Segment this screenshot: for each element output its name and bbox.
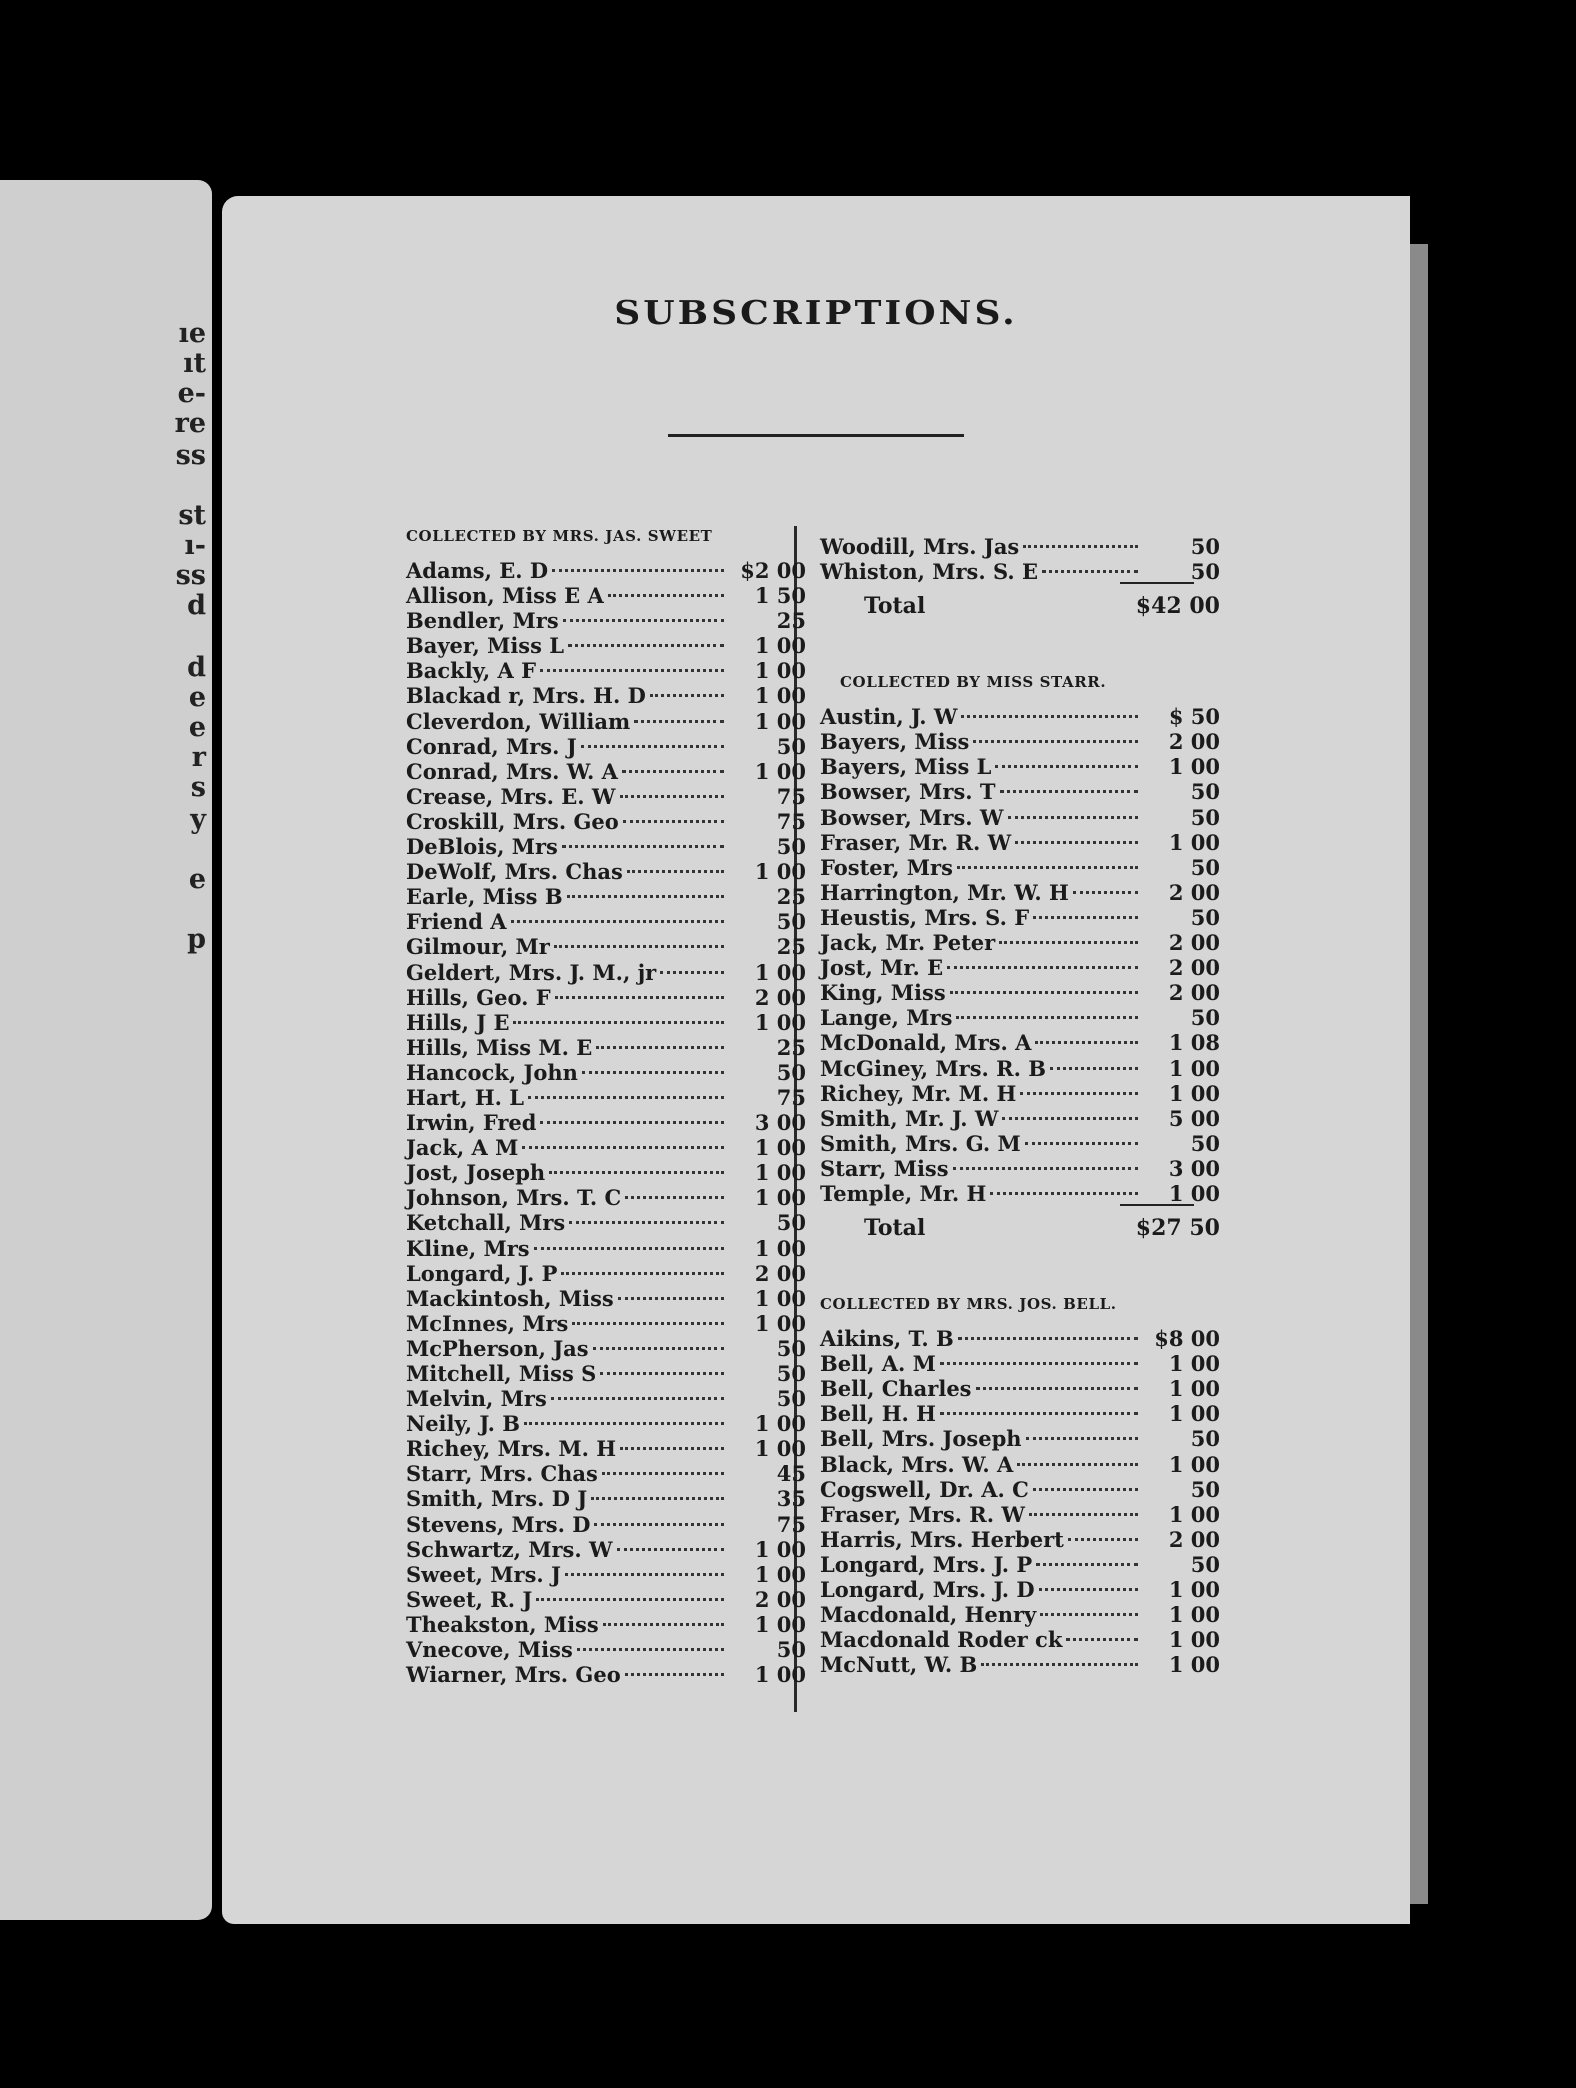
subscription-amount: 1 00 [1168,1501,1220,1527]
total-row-starr [820,1206,1220,1250]
subscription-amount: 50 [1190,534,1220,559]
margin-text-fragment: ıe [178,318,206,349]
subscription-amount: 50 [1190,779,1220,805]
subscriber-name: Smith, Mrs. G. M [820,1130,1021,1156]
subscription-amount: 1 00 [1168,1401,1220,1427]
subscription-amount: 1 00 [754,1285,806,1311]
dot-leader [1020,1067,1138,1095]
subscription-amount: 1 00 [1168,1080,1220,1106]
subscriber-name: Longard, J. P [406,1260,558,1286]
subscriber-name: Mackintosh, Miss [406,1285,614,1311]
subscription-amount: 75 [776,808,806,834]
subscription-amount: 50 [1190,559,1220,585]
dot-leader [593,1322,724,1350]
subscription-amount: 1 00 [754,1411,806,1437]
subscription-amount: 50 [1190,1476,1220,1502]
margin-text-fragment: d [187,590,206,621]
subscriber-name: Bell, H. H [820,1401,936,1427]
subscriber-name: Macdonald, Henry [820,1602,1037,1628]
dot-leader [552,544,724,572]
dot-leader [608,569,724,597]
subscriber-name: Melvin, Mrs [406,1386,547,1412]
subscriber-name: Conrad, Mrs. J [406,733,577,759]
total-row-sweet [820,584,1220,628]
subscription-amount: 1 00 [1168,1351,1220,1377]
subscriber-name: Hills, J E [406,1009,510,1035]
subscriber-name: Allison, Miss E A [406,583,604,609]
dot-leader [950,966,1138,994]
margin-text-fragment: ıt [183,348,206,379]
subscriber-name: Bowser, Mrs. W [820,804,1004,830]
dot-leader [596,1021,724,1049]
margin-text-fragment: ss [175,560,206,591]
subscriber-name: Macdonald Roder ck [820,1627,1063,1653]
subscriber-name: Jost, Joseph [406,1160,546,1186]
subscriber-name: Cogswell, Dr. A. C [820,1476,1029,1502]
subscription-amount: 50 [776,909,806,935]
dot-leader [995,740,1138,768]
subscriber-name: Conrad, Mrs. W. A [406,758,618,784]
dot-leader [940,1387,1138,1415]
subscriber-name: DeWolf, Mrs. Chas [406,859,623,885]
subscriber-name: Friend A [406,909,507,935]
subscription-amount: $8 00 [1154,1326,1220,1352]
subscriber-name: Kline, Mrs [406,1235,530,1261]
subscription-amount: 75 [776,1084,806,1110]
dot-leader [554,920,724,948]
subscription-amount: 50 [776,733,806,759]
dot-leader [976,1362,1138,1390]
dot-leader [1068,1513,1138,1541]
subscriber-name: Jack, Mr. Peter [820,930,996,956]
subscriber-name: Croskill, Mrs. Geo [406,808,619,834]
subscriber-name: Ketchall, Mrs [406,1210,566,1236]
subscription-amount: 1 00 [754,758,806,784]
subscription-amount: 50 [1190,904,1220,930]
dot-leader [956,991,1138,1019]
dot-leader [627,845,724,873]
total-amount: $27 50 [1135,1215,1220,1242]
subscription-amount: 2 00 [1168,1526,1220,1552]
subscription-amount: 2 00 [1168,955,1220,981]
margin-text-fragment: e [188,864,206,895]
margin-text-fragment: ss [175,440,206,471]
subscriber-name: Mitchell, Miss S [406,1361,597,1386]
dot-leader [953,1142,1138,1170]
subscriber-row [820,526,1220,559]
subscriber-name: Smith, Mrs. D J [406,1486,588,1512]
dot-leader [572,1297,724,1325]
dot-leader [513,996,724,1024]
subscription-amount: 2 00 [754,1586,806,1612]
subscriber-name: Hancock, John [406,1059,578,1085]
subscription-amount: 25 [776,934,806,960]
subscription-amount: 1 00 [1168,1627,1220,1653]
subscription-amount: 1 00 [754,1611,806,1637]
subscription-amount: 3 00 [754,1110,806,1136]
left-page-edge [0,180,212,1920]
dot-leader [524,1397,724,1425]
subscription-amount: $ 50 [1168,704,1220,730]
subscriber-name: Whiston, Mrs. S. E [820,559,1039,585]
subscriber-name: Crease, Mrs. E. W [406,783,616,809]
subscription-amount: 50 [776,1361,806,1386]
subscription-amount: 1 00 [754,1310,806,1336]
dot-leader [1035,1016,1138,1044]
subscriber-name: Bell, Mrs. Joseph [820,1426,1022,1452]
dot-leader [1017,1438,1138,1466]
dot-leader [603,1598,724,1626]
dot-leader [582,1046,724,1074]
dot-leader [961,690,1138,718]
subscription-amount: 1 00 [754,959,806,985]
dot-leader [540,644,724,672]
dot-leader [602,1447,724,1475]
subscriber-name: Stevens, Mrs. D [406,1511,591,1537]
dot-leader [618,1272,724,1300]
dot-leader [536,1573,724,1601]
subscriber-list-bell [820,1318,1220,1678]
margin-text-fragment: ı- [184,530,206,561]
subscription-amount: 3 00 [1168,1155,1220,1181]
subscription-amount: 50 [1190,1551,1220,1577]
subscriber-name: Bowser, Mrs. T [820,779,996,805]
subscription-amount: 2 00 [754,984,806,1010]
right-column [820,526,1220,1678]
subscription-amount: 1 00 [1168,1451,1220,1477]
margin-text-fragment: re [174,408,206,439]
subscription-amount: 1 00 [754,1135,806,1161]
subscriber-name: DeBlois, Mrs [406,834,558,860]
subscriber-name: McDonald, Mrs. A [820,1030,1032,1056]
section-heading-bell: COLLECTED BY MRS. JOS. BELL. [820,1295,1117,1314]
subscriber-name: McPherson, Jas [406,1335,589,1361]
subscriber-name: Austin, J. W [820,704,958,730]
subscriber-list-sweet [406,550,806,1688]
dot-leader [947,941,1138,969]
subscription-amount: 1 00 [1168,1376,1220,1402]
subscriber-name: Longard, Mrs. J. P [820,1551,1033,1577]
subscriptions-page [222,196,1410,1924]
dot-leader [561,1247,724,1275]
dot-leader [1002,1092,1138,1120]
dot-leader [565,1548,724,1576]
dot-leader [600,1347,724,1375]
dot-leader [958,1312,1138,1340]
subscriber-name: Johnson, Mrs. T. C [406,1185,622,1211]
subscriber-name: Earle, Miss B [406,884,563,910]
margin-text-fragment: r [191,742,206,773]
subscriber-list-starr [820,696,1220,1206]
subscription-amount: 75 [776,783,806,809]
subscription-amount: 5 00 [1168,1105,1220,1131]
dot-leader [620,770,724,798]
subscriber-name: Wiarner, Mrs. Geo [406,1662,621,1688]
dot-leader [973,715,1138,743]
dot-leader [1029,1488,1138,1516]
subscriber-name: Hart, H. L [406,1084,525,1110]
margin-text-fragment: e [188,712,206,743]
subscription-amount: 1 00 [1168,829,1220,855]
dot-leader [981,1638,1138,1666]
title-rule [668,434,964,437]
subscription-amount: 50 [1190,1005,1220,1031]
dot-leader [617,1523,724,1551]
dot-leader [577,1623,724,1651]
dot-leader [957,841,1138,869]
subscriber-name: Bayer, Miss L [406,633,565,659]
dot-leader [555,971,724,999]
dot-leader [1025,1117,1138,1145]
subscription-amount: 1 00 [754,658,806,684]
dot-leader [551,1372,724,1400]
dot-leader [650,669,724,697]
dot-leader [549,1146,724,1174]
subscriber-row [406,550,806,583]
dot-leader [1039,1563,1138,1591]
dot-leader [1050,1042,1138,1070]
subscriber-name: Richey, Mrs. M. H [406,1436,617,1462]
dot-leader [1033,1463,1138,1491]
dot-leader [528,1071,724,1099]
subscription-amount: 25 [776,1034,806,1060]
dot-leader [1000,765,1138,793]
subscriber-name: Bayers, Miss [820,729,970,755]
subscriber-name: Schwartz, Mrs. W [406,1536,613,1562]
subscription-amount: 50 [1190,1426,1220,1452]
dot-leader [1015,816,1138,844]
subscription-amount: 2 00 [1168,930,1220,956]
subscriber-name: Gilmour, Mr [406,934,550,960]
subscription-amount: 50 [1190,854,1220,880]
subscriber-name: Bayers, Miss L [820,754,992,780]
margin-text-fragment: e- [177,378,206,409]
subscription-amount: $2 00 [740,558,806,583]
margin-text-fragment: st [178,500,206,531]
subscriber-name: Hills, Geo. F [406,984,551,1010]
subscriber-name: King, Miss [820,980,946,1006]
subscription-amount: 1 00 [1168,1055,1220,1081]
subscriber-name: Theakston, Miss [406,1611,599,1637]
subscription-amount: 1 50 [754,583,806,609]
subscription-amount: 1 00 [1168,754,1220,780]
dot-leader [1073,866,1138,894]
subscription-amount: 50 [1190,1130,1220,1156]
margin-text-fragment: d [187,652,206,683]
subscriber-name: Harris, Mrs. Herbert [820,1526,1064,1552]
subscription-amount: 2 00 [754,1260,806,1286]
subscription-amount: 1 00 [754,633,806,659]
subscription-amount: 35 [776,1486,806,1512]
subscriber-name: Sweet, Mrs. J [406,1561,561,1587]
subscriber-name: Longard, Mrs. J. D [820,1577,1035,1602]
subscription-amount: 2 00 [1168,879,1220,905]
subscription-amount: 1 00 [1168,1652,1220,1678]
subscription-amount: 50 [776,1386,806,1412]
subscriber-name: McInnes, Mrs [406,1310,569,1336]
subscriber-name: Fraser, Mrs. R. W [820,1501,1025,1527]
section-heading-starr: COLLECTED BY MISS STARR. [840,673,1107,692]
subscriber-name: Starr, Miss [820,1155,949,1181]
dot-leader [511,895,725,923]
subscriber-name: McNutt, W. B [820,1652,978,1678]
dot-leader [1036,1538,1138,1566]
subscriber-name: Temple, Mr. H [820,1180,987,1206]
page-title: SUBSCRIPTIONS. [614,294,1018,332]
subscriber-name: Starr, Mrs. Chas [406,1461,598,1487]
subscription-amount: 1 00 [754,708,806,734]
margin-text-fragment: s [190,772,206,803]
subscription-amount: 1 00 [754,1536,806,1562]
dot-leader [569,1196,724,1224]
subscription-amount: 50 [776,834,806,860]
subscription-amount: 50 [776,1335,806,1361]
dot-leader [1008,791,1138,819]
subscription-amount: 2 00 [1168,729,1220,755]
subscriber-name: Lange, Mrs [820,1005,953,1031]
dot-leader [940,1337,1138,1365]
subscriber-name: Blackad r, Mrs. H. D [406,683,646,709]
subscription-amount: 45 [776,1461,806,1487]
margin-text-fragment: p [187,924,206,955]
subscriber-name: Bendler, Mrs [406,608,559,634]
total-label: Total [864,593,926,620]
subscription-amount: 25 [776,608,806,634]
subscriber-name: Woodill, Mrs. Jas [820,534,1020,559]
dot-leader [1042,545,1138,573]
subscriber-name: Cleverdon, William [406,708,631,734]
subscriber-name: Irwin, Fred [406,1110,537,1136]
subscriber-list-sweet-continued [820,526,1220,585]
dot-leader [522,1121,724,1149]
dot-leader [591,1472,724,1500]
subscription-amount: 50 [776,1059,806,1085]
dot-leader [567,870,724,898]
subscription-amount: 50 [776,1210,806,1236]
total-label: Total [864,1215,926,1242]
subscription-amount: 1 00 [754,1235,806,1261]
subscriber-name: Jost, Mr. E [820,955,944,981]
subscriber-name: Geldert, Mrs. J. M., jr [406,959,657,985]
dot-leader [990,1167,1138,1195]
dot-leader [625,1648,724,1676]
dot-leader [634,695,724,723]
subscription-amount: 1 00 [754,1185,806,1211]
dot-leader [660,946,724,974]
subscription-amount: 1 00 [754,1160,806,1186]
section-heading-sweet: COLLECTED BY MRS. JAS. SWEET [406,527,713,545]
subscription-amount: 1 00 [754,1009,806,1035]
subscriber-name: Bell, A. M [820,1351,936,1377]
dot-leader [1026,1412,1138,1440]
subscriber-name: Sweet, R. J [406,1586,533,1612]
dot-leader [563,594,724,622]
subscription-amount: 1 00 [1168,1577,1220,1602]
dot-leader [594,1498,724,1526]
dot-leader [1023,520,1138,548]
dot-leader [625,1171,724,1199]
dot-leader [534,1222,724,1250]
dot-leader [1033,891,1138,919]
subscriber-name: Hills, Miss M. E [406,1034,593,1060]
margin-text-fragment: y [190,804,206,835]
dot-leader [568,619,724,647]
subscriber-name: Richey, Mr. M. H [820,1080,1017,1106]
subscriber-name: Backly, A F [406,658,536,684]
subscriber-name: Bell, Charles [820,1376,972,1402]
subscription-amount: 25 [776,884,806,910]
subscriber-name: Smith, Mr. J. W [820,1105,999,1131]
dot-leader [620,1422,724,1450]
subscription-amount: 1 08 [1168,1030,1220,1056]
subscriber-name: McGiney, Mrs. R. B [820,1055,1046,1081]
subscriber-name: Adams, E. D [406,558,549,583]
subscriber-name: Heustis, Mrs. S. F [820,904,1030,930]
page-edge-shadow [1410,244,1428,1904]
subscription-amount: 1 00 [754,1436,806,1462]
subscription-amount: 1 00 [754,859,806,885]
subscriber-name: Foster, Mrs [820,854,953,880]
dot-leader [622,745,724,773]
dot-leader [581,720,724,748]
subscriber-name: Jack, A M [406,1135,519,1161]
dot-leader [1066,1613,1138,1641]
subscriber-name: Vnecove, Miss [406,1637,573,1663]
subscriber-name: Neily, J. B [406,1411,521,1437]
dot-leader [562,820,724,848]
dot-leader [1040,1588,1138,1616]
subscription-amount: 1 00 [754,1561,806,1587]
subscriber-name: Harrington, Mr. W. H [820,879,1069,905]
subscription-amount: 1 00 [754,1662,806,1688]
total-amount: $42 00 [1135,593,1220,620]
left-column [406,522,806,1688]
subscription-amount: 2 00 [1168,980,1220,1006]
dot-leader [540,1096,724,1124]
subscription-amount: 50 [776,1637,806,1663]
subscriber-name: Fraser, Mr. R. W [820,829,1012,855]
subscription-amount: 1 00 [1168,1602,1220,1628]
dot-leader [623,795,724,823]
subscription-amount: 1 00 [754,683,806,709]
subscription-amount: 50 [1190,804,1220,830]
subscriber-name: Black, Mrs. W. A [820,1451,1014,1477]
subscription-amount: 1 00 [1168,1180,1220,1206]
dot-leader [999,916,1138,944]
margin-text-fragment: e [188,682,206,713]
subscription-amount: 75 [776,1511,806,1537]
subscriber-name: Aikins, T. B [820,1326,954,1352]
